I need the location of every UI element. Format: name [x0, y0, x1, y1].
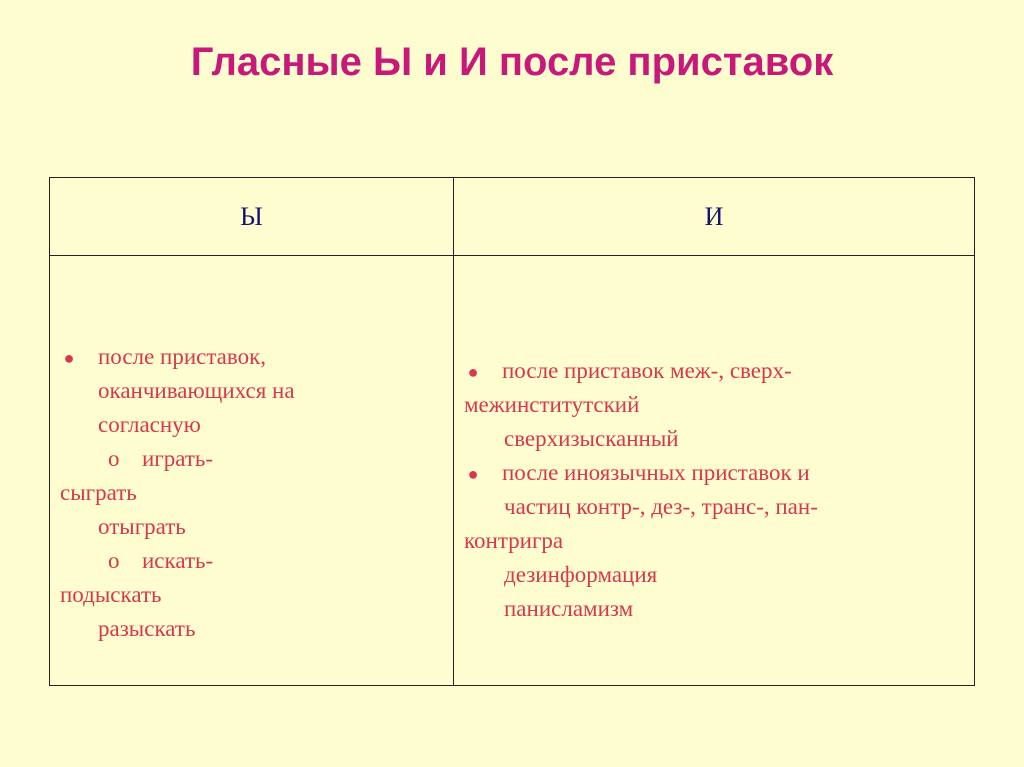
example-word: панисламизм [504, 596, 634, 621]
cell-i-rules [454, 256, 975, 686]
example-word: сверхизысканный [504, 426, 679, 451]
rule-text-line: частиц контр-, дез-, транс-, пан- [504, 494, 818, 519]
y-rule-list [50, 340, 453, 646]
rule-text-line: оканчивающихся на [98, 378, 295, 403]
example-word: искать- [142, 548, 214, 573]
rule-text: после приставок меж-, сверх- [502, 358, 792, 383]
rule-text-line: согласную [98, 412, 201, 437]
example-word: играть- [142, 446, 214, 471]
list-item [50, 544, 453, 578]
table-header-row [50, 178, 975, 256]
bullet-icon: ● [467, 464, 479, 484]
circle-bullet-icon: o [108, 446, 120, 471]
slide-title: Гласные Ы и И после приставок [190, 40, 834, 84]
example-word: дезинформация [504, 562, 658, 587]
list-item [50, 340, 453, 374]
i-rule-list [454, 354, 974, 626]
example-word: контригра [464, 528, 564, 553]
rule-text: после иноязычных приставок и [502, 460, 810, 485]
example-word: подыскать [60, 582, 162, 607]
header-y: Ы [50, 178, 454, 256]
header-i: И [454, 178, 975, 256]
example-word: межинститутский [464, 392, 640, 417]
example-word: разыскать [98, 616, 196, 641]
example-word: отыграть [98, 514, 186, 539]
rules-table [49, 177, 975, 686]
circle-bullet-icon: o [108, 548, 120, 573]
list-item [454, 456, 974, 490]
cell-y-rules [50, 256, 454, 686]
list-item [454, 354, 974, 388]
rule-text: после приставок, [98, 344, 267, 369]
example-word: сыграть [60, 480, 137, 505]
list-item [50, 442, 453, 476]
bullet-icon: ● [467, 362, 479, 382]
table-body-row [50, 256, 975, 686]
bullet-icon: ● [63, 348, 75, 368]
